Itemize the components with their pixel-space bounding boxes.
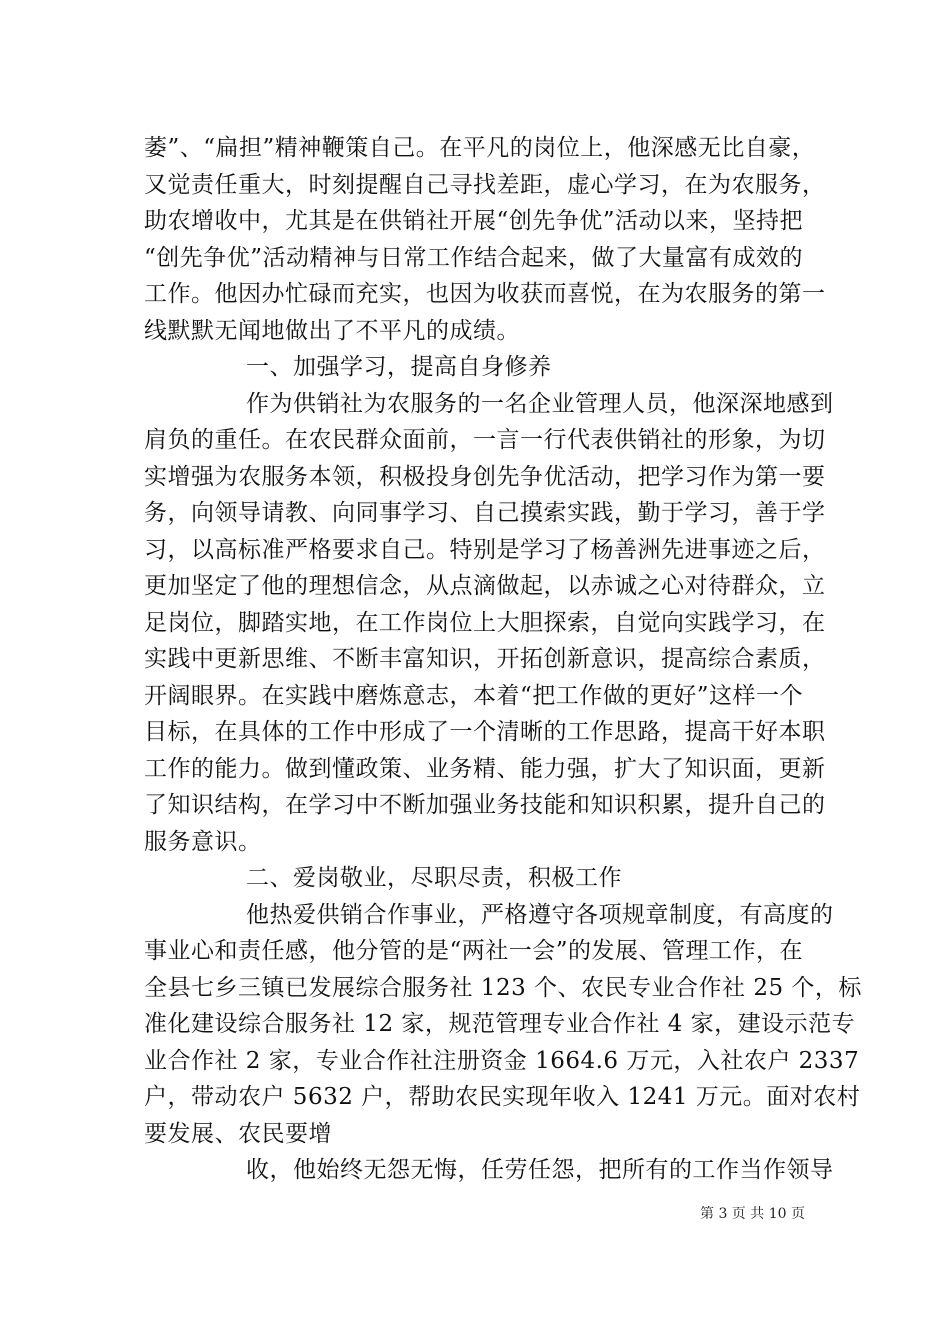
text-line: 作为供销社为农服务的一名企业管理人员，他深深地感到: [246, 391, 834, 417]
text-line: 工作。他因办忙碌而充实，也因为收获而喜悦，在为农服务的第一: [144, 281, 826, 307]
text-line: “创先争优”活动精神与日常工作结合起来，做了大量富有成效的: [144, 245, 804, 271]
text-line: 肩负的重任。在农民群众面前，一言一行代表供销社的形象，为切: [144, 427, 826, 453]
section-heading: 一、加强学习，提高自身修养: [246, 354, 552, 380]
section-heading: 二、爱岗敬业，尽职尽责，积极工作: [246, 865, 622, 891]
text-line: 开阔眼界。在实践中磨炼意志，本着“把工作做的更好”这样一个: [144, 683, 804, 709]
text-line: 更加坚定了他的理想信念，从点滴做起，以赤诚之心对待群众，立: [144, 573, 826, 599]
text-line: 助农增收中，尤其是在供销社开展“创先争优”活动以来，坚持把: [144, 208, 804, 234]
text-line: 工作的能力。做到懂政策、业务精、能力强，扩大了知识面，更新: [144, 756, 826, 782]
text-line: 准化建设综合服务社 12 家，规范管理专业合作社 4 家，建设示范专: [144, 1011, 856, 1037]
page-number: 第 3 页 共 10 页: [700, 1206, 805, 1222]
text-line: 线默默无闻地做出了不平凡的成绩。: [144, 318, 520, 344]
text-line: 全县七乡三镇已发展综合服务社 123 个、农民专业合作社 25 个，标: [144, 975, 862, 1001]
text-line: 又觉责任重大，时刻提醒自己寻找差距，虚心学习，在为农服务，: [144, 172, 826, 198]
text-line: 务，向领导请教、向同事学习、自己摸索实践，勤于学习，善于学: [144, 500, 826, 526]
text-line: 萎”、“扁担”精神鞭策自己。在平凡的岗位上，他深感无比自豪，: [144, 135, 816, 161]
text-line: 足岗位，脚踏实地，在工作岗位上大胆探索，自觉向实践学习，在: [144, 610, 826, 636]
text-line: 业合作社 2 家，专业合作社注册资金 1664.6 万元，入社农户 2337: [144, 1048, 860, 1074]
text-line: 户，带动农户 5632 户，帮助农民实现年收入 1241 万元。面对农村: [144, 1084, 861, 1110]
text-line: 目标，在具体的工作中形成了一个清晰的工作思路，提高干好本职: [144, 719, 826, 745]
text-line: 服务意识。: [144, 829, 262, 855]
text-line: 了知识结构，在学习中不断加强业务技能和知识积累，提升自己的: [144, 792, 826, 818]
text-line: 他热爱供销合作事业，严格遵守各项规章制度，有高度的: [246, 902, 834, 928]
text-line: 实增强为农服务本领，积极投身创先争优活动，把学习作为第一要: [144, 464, 826, 490]
text-line: 习，以高标准严格要求自己。特别是学习了杨善洲先进事迹之后，: [144, 537, 826, 563]
text-line: 收，他始终无怨无悔，任劳任怨，把所有的工作当作领导: [246, 1157, 834, 1183]
text-line: 事业心和责任感，他分管的是“两社一会”的发展、管理工作，在: [144, 938, 804, 964]
text-line: 要发展、农民要增: [144, 1121, 332, 1147]
text-line: 实践中更新思维、不断丰富知识，开拓创新意识，提高综合素质，: [144, 646, 826, 672]
